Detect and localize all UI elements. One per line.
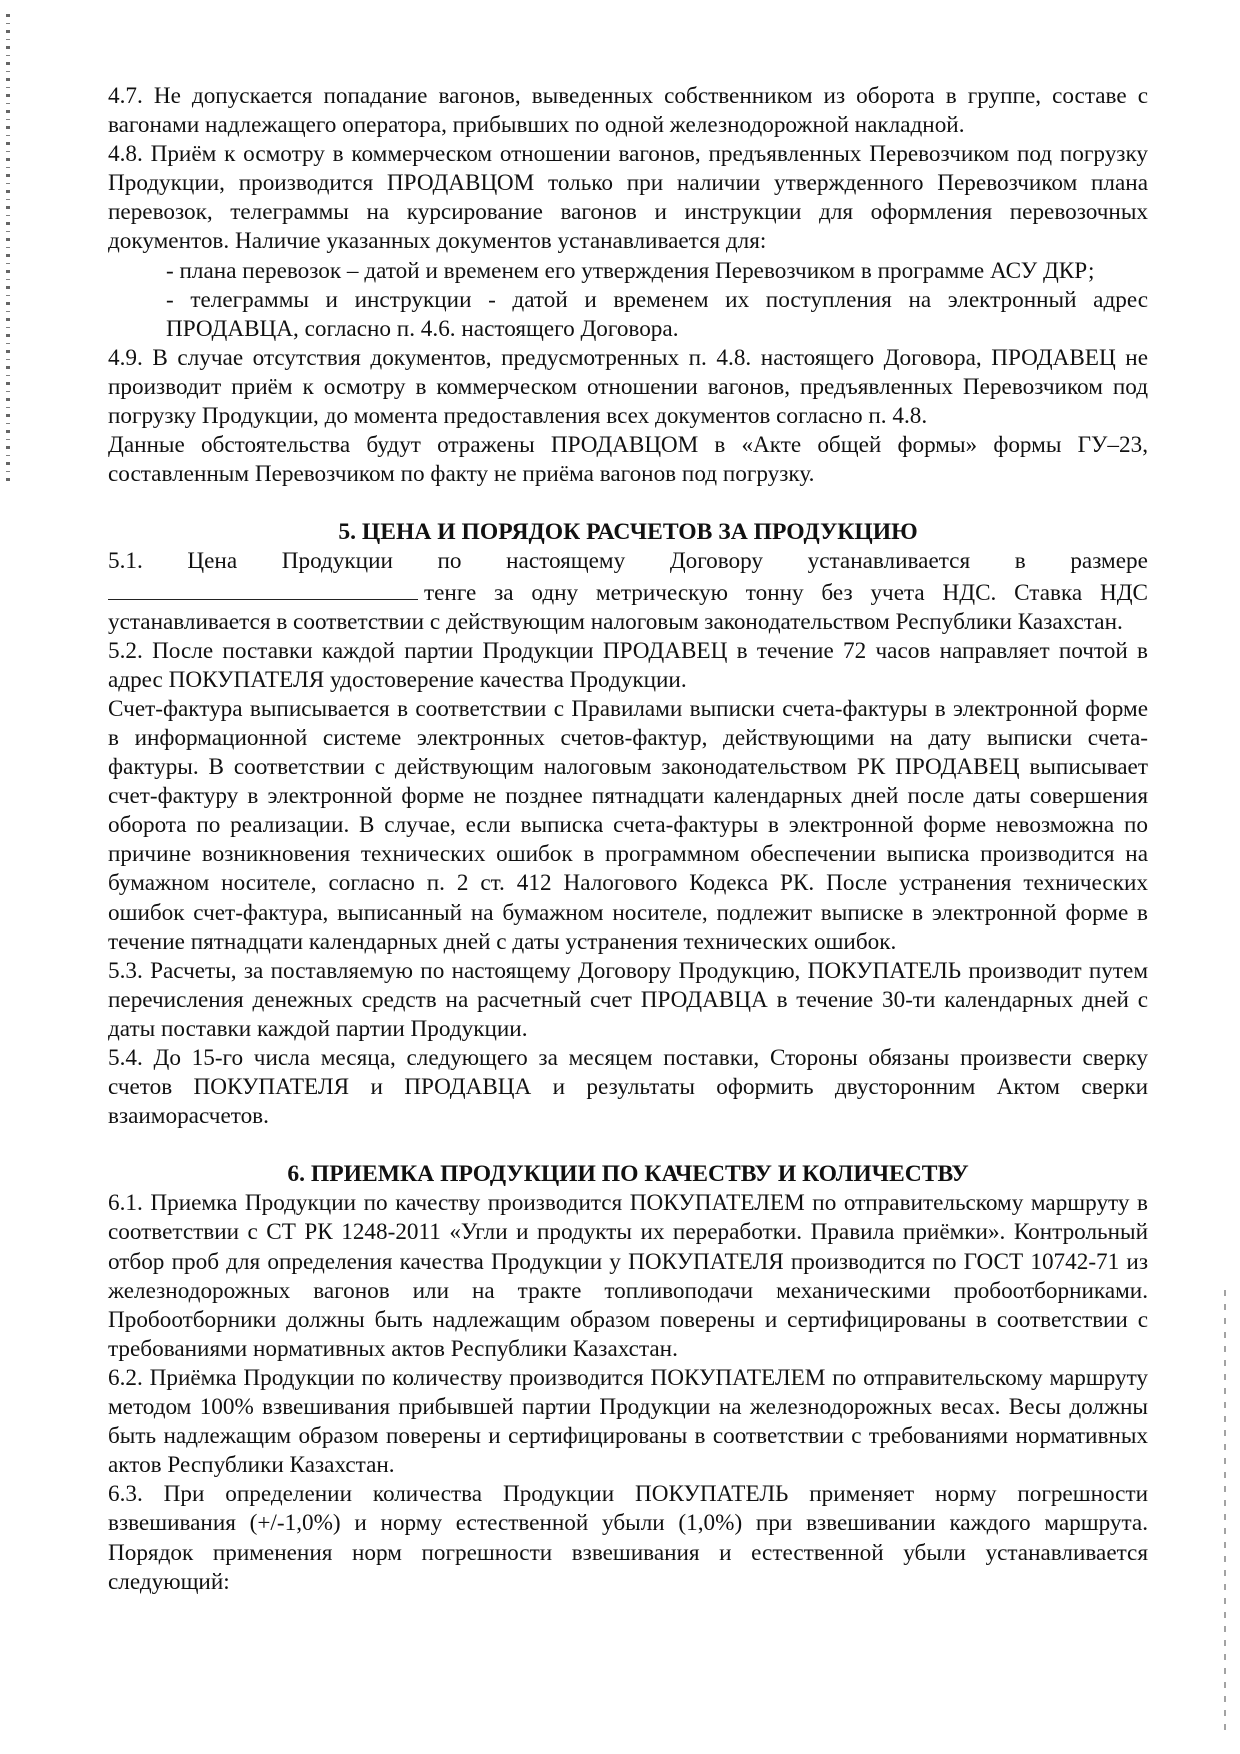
word: Цена <box>187 548 238 575</box>
clause-5-2-invoice: Счет-фактура выписывается в соответствии с Правилами выписки счета-фактуры в электронной форме в информационной системе электронных счетов-фактур, действующими на дату выписки счета-фактуры. В соответствии с действующим налоговым законодательством РК ПРОДАВЕЦ выписывает счет-фактуру в электронной форме не позднее пятнадцати календарных дней после даты совершения оборота по реализации. В случае, если выписка счета-фактуры в электронной форме невозможна по причине возникновения технических ошибок в программном обеспечении выписка производится на бумажном носителе, согласно п. 2 ст. 412 Налогового Кодекса РК. После устранения технических ошибок счет-фактура, выписанный на бумажном носителе, подлежит выписке в электронной форме в течение пятнадцати календарных дней с даты устранения технических ошибок. <box>108 695 1148 955</box>
word: размере <box>1070 548 1148 575</box>
word: устанавливается <box>807 548 971 575</box>
word: 5.1. <box>108 548 143 575</box>
clause-6-2: 6.2. Приёмка Продукции по количеству производится ПОКУПАТЕЛЕМ по отправительскому маршруту методом 100% взвешивания прибывшей партии Продукции на железнодорожных весах. Весы должны быть надлежащим образом поверены и сертифицированы в соответствии с требованиями нормативных актов Республики Казахстан. <box>108 1364 1148 1479</box>
clause-5-3: 5.3. Расчеты, за поставляемую по настоящему Договору Продукцию, ПОКУПАТЕЛЬ производит путем перечисления денежных средств на расчетный счет ПРОДАВЦА в течение 30-ти календарных дней с даты поставки каждой партии Продукции. <box>108 957 1148 1042</box>
price-blank-field[interactable] <box>108 577 418 600</box>
scan-edge-artifact <box>1224 1290 1226 1730</box>
clause-5-1-first-line <box>108 547 1148 576</box>
word: Продукции <box>281 548 393 575</box>
section-5-heading: 5. ЦЕНА И ПОРЯДОК РАСЧЕТОВ ЗА ПРОДУКЦИЮ <box>338 519 918 546</box>
clause-4-9-continuation: Данные обстоятельства будут отражены ПРОДАВЦОМ в «Акте общей формы» формы ГУ–23, составленным Перевозчиком по факту не приёма вагонов под погрузку. <box>108 432 1148 488</box>
clause-4-8-item-plan: - плана перевозок – датой и временем его утверждения Перевозчиком в программе АСУ ДКР; <box>166 257 1095 284</box>
clause-6-1: 6.1. Приемка Продукции по качеству производится ПОКУПАТЕЛЕМ по отправительскому маршруту в соответствии с СТ РК 1248-2011 «Угли и продукты их переработки. Правила приёмки». Контрольный отбор проб для определения качества Продукции у ПОКУПАТЕЛЯ производится по ГОСТ 10742-71 из железнодорожных вагонов или на тракте топливоподачи механическими пробоотборниками. Пробоотборники должны быть надлежащим образом поверены и сертифицированы в соответствии с требованиями нормативных актов Республики Казахстан. <box>108 1190 1148 1362</box>
clause-4-7: 4.7. Не допускается попадание вагонов, выведенных собственником из оборота в группе, составе с вагонами надлежащего оператора, прибывших по одной железнодорожной накладной. <box>108 83 1148 139</box>
word: Договору <box>669 548 764 575</box>
document-page <box>108 82 1148 1597</box>
clause-5-1 <box>108 577 1148 637</box>
clause-5-1-text: тенге за одну метрическую тонну без учета НДС. Ставка НДС устанавливается в соответствии с действующим налоговым законодательством Республики Казахстан. <box>108 579 1148 635</box>
clause-6-3: 6.3. При определении количества Продукции ПОКУПАТЕЛЬ применяет норму погрешности взвешивания (+/-1,0%) и норму естественной убыли (1,0%) при взвешивании каждого маршрута. Порядок применения норм погрешности взвешивания и естественной убыли устанавливается следующий: <box>108 1481 1148 1595</box>
clause-5-2: 5.2. После поставки каждой партии Продукции ПРОДАВЕЦ в течение 72 часов направляет почтой в адрес ПОКУПАТЕЛЯ удостоверение качества Продукции. <box>108 637 1148 693</box>
clause-4-8-item-telegram: - телеграммы и инструкции - датой и временем их поступления на электронный адрес ПРОДАВЦА, согласно п. 4.6. настоящего Договора. <box>166 286 1148 342</box>
section-6-heading: 6. ПРИЕМКА ПРОДУКЦИИ ПО КАЧЕСТВУ И КОЛИЧЕСТВУ <box>287 1161 969 1188</box>
clause-4-8: 4.8. Приём к осмотру в коммерческом отношении вагонов, предъявленных Перевозчиком под погрузку Продукции, производится ПРОДАВЦОМ только при наличии утвержденного Перевозчиком плана перевозок, телеграммы на курсирование вагонов и инструкции для оформления перевозочных документов. Наличие указанных документов устанавливается для: <box>108 141 1148 255</box>
word: в <box>1014 548 1026 575</box>
word: настоящему <box>506 548 626 575</box>
clause-5-4: 5.4. До 15-го числа месяца, следующего за месяцем поставки, Стороны обязаны произвести сверку счетов ПОКУПАТЕЛЯ и ПРОДАВЦА и результаты оформить двусторонним Актом сверки взаиморасчетов. <box>108 1045 1148 1130</box>
word: по <box>437 548 462 575</box>
clause-4-9: 4.9. В случае отсутствия документов, предусмотренных п. 4.8. настоящего Договора, ПРОДАВЕЦ не производит приём к осмотру в коммерческом отношении вагонов, предъявленных Перевозчиком под погрузку Продукции, до момента предоставления всех документов согласно п. 4.8. <box>108 344 1148 430</box>
scan-edge-artifact <box>6 14 10 484</box>
